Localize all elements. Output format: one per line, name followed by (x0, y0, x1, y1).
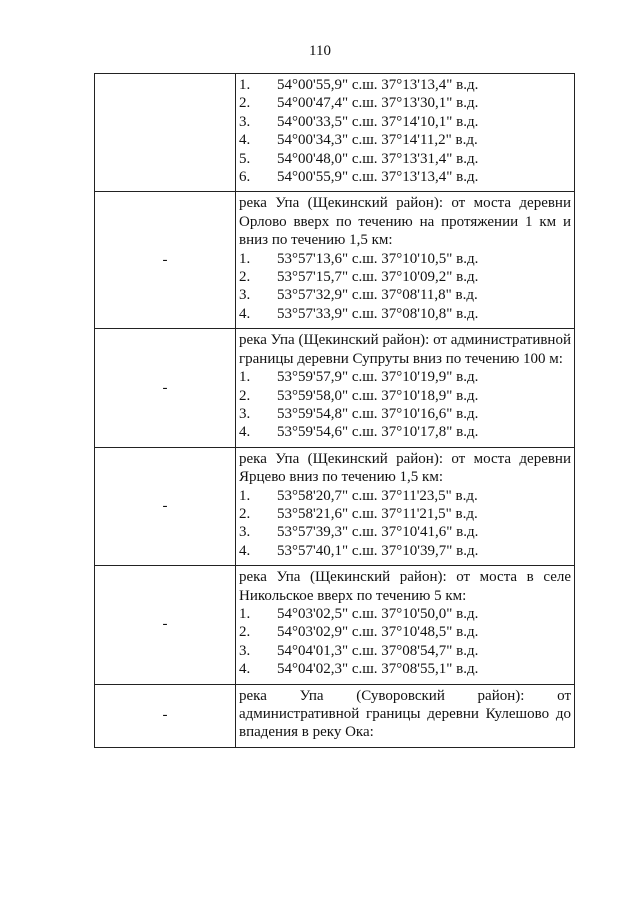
point-coordinates: 54°00'48,0" с.ш. 37°13'31,4" в.д. (277, 150, 479, 167)
point-coordinates: 54°04'01,3" с.ш. 37°08'54,7" в.д. (277, 642, 479, 659)
coordinate-point (239, 542, 571, 560)
point-number: 3. (239, 287, 251, 304)
coordinate-point (239, 423, 571, 441)
point-coordinates: 54°04'02,3" с.ш. 37°08'55,1" в.д. (277, 661, 479, 678)
table-row (95, 74, 575, 192)
table-row (95, 447, 575, 565)
river-section-description: река Упа (Щекинский район): от моста в селе Никольское вверх по течению 5 км: (239, 569, 571, 604)
row-label: - (95, 684, 236, 747)
row-label: - (95, 329, 236, 447)
point-number: 3. (239, 113, 251, 130)
point-number: 1. (239, 369, 251, 386)
coordinate-point (239, 368, 571, 386)
point-number: 3. (239, 524, 251, 541)
coordinate-point (239, 605, 571, 623)
row-content (236, 74, 575, 192)
point-coordinates: 53°59'57,9" с.ш. 37°10'19,9" в.д. (277, 369, 479, 386)
point-number: 4. (239, 542, 251, 559)
coordinate-point (239, 131, 571, 149)
point-coordinates: 53°57'33,9" с.ш. 37°08'10,8" в.д. (277, 305, 479, 322)
coordinate-point (239, 487, 571, 505)
point-coordinates: 53°57'39,3" с.ш. 37°10'41,6" в.д. (277, 524, 479, 541)
table-row (95, 566, 575, 684)
point-coordinates: 53°58'21,6" с.ш. 37°11'21,5" в.д. (277, 505, 478, 522)
coordinates-table (94, 73, 575, 748)
coordinate-point (239, 286, 571, 304)
coordinate-point (239, 623, 571, 641)
point-number: 2. (239, 624, 251, 641)
point-number: 2. (239, 505, 251, 522)
point-coordinates: 53°59'54,8" с.ш. 37°10'16,6" в.д. (277, 405, 479, 422)
river-section-description: река Упа (Суворовский район): от административной границы деревни Кулешово до впадения в реку Ока: (239, 687, 571, 741)
point-number: 4. (239, 661, 251, 678)
point-coordinates: 53°59'54,6" с.ш. 37°10'17,8" в.д. (277, 424, 479, 441)
point-number: 6. (239, 169, 251, 186)
point-number: 1. (239, 605, 251, 622)
coordinate-point (239, 405, 571, 423)
point-coordinates: 53°57'13,6" с.ш. 37°10'10,5" в.д. (277, 250, 479, 267)
point-number: 2. (239, 387, 251, 404)
table-row (95, 684, 575, 747)
point-coordinates: 53°59'58,0" с.ш. 37°10'18,9" в.д. (277, 387, 479, 404)
point-number: 1. (239, 487, 251, 504)
coordinate-point (239, 505, 571, 523)
point-coordinates: 53°57'32,9" с.ш. 37°08'11,8" в.д. (277, 287, 478, 304)
coordinate-point (239, 76, 571, 94)
page-number: 110 (309, 43, 331, 59)
point-number: 3. (239, 642, 251, 659)
coordinate-point (239, 268, 571, 286)
coordinate-point (239, 523, 571, 541)
coordinate-point (239, 94, 571, 112)
point-coordinates: 54°00'55,9" с.ш. 37°13'13,4" в.д. (277, 77, 479, 93)
point-coordinates: 54°03'02,9" с.ш. 37°10'48,5" в.д. (277, 624, 479, 641)
point-number: 4. (239, 132, 251, 149)
row-content (236, 684, 575, 747)
coordinate-point (239, 305, 571, 323)
coordinate-point (239, 250, 571, 268)
row-content (236, 329, 575, 447)
point-number: 1. (239, 250, 251, 267)
coordinate-point (239, 150, 571, 168)
coordinate-point (239, 660, 571, 678)
coordinate-point (239, 113, 571, 131)
river-section-description: река Упа (Щекинский район): от моста деревни Ярцево вниз по течению 1,5 км: (239, 450, 571, 486)
point-number: 4. (239, 424, 251, 441)
point-coordinates: 54°00'34,3" с.ш. 37°14'11,2" в.д. (277, 132, 478, 149)
row-label: - (95, 447, 236, 565)
row-label: - (95, 192, 236, 329)
point-coordinates: 53°57'15,7" с.ш. 37°10'09,2" в.д. (277, 269, 479, 286)
point-coordinates: 53°57'40,1" с.ш. 37°10'39,7" в.д. (277, 542, 479, 559)
point-number: 3. (239, 405, 251, 422)
coordinate-point (239, 168, 571, 186)
coordinate-point (239, 642, 571, 660)
point-coordinates: 54°00'47,4" с.ш. 37°13'30,1" в.д. (277, 95, 479, 112)
coordinate-point (239, 387, 571, 405)
point-coordinates: 53°58'20,7" с.ш. 37°11'23,5" в.д. (277, 487, 478, 504)
point-number: 1. (239, 77, 251, 93)
river-section-description: река Упа (Щекинский район): от моста деревни Орлово вверх по течению на протяжении 1 км и вниз по течению 1,5 км: (239, 195, 571, 249)
point-coordinates: 54°00'55,9" с.ш. 37°13'13,4" в.д. (277, 169, 479, 186)
table-row (95, 192, 575, 329)
river-section-description: река Упа (Щекинский район): от административной границы деревни Супруты вниз по течению 100 м: (239, 332, 571, 367)
row-content (236, 566, 575, 684)
point-coordinates: 54°00'33,5" с.ш. 37°14'10,1" в.д. (277, 113, 479, 130)
row-content (236, 192, 575, 329)
point-number: 2. (239, 95, 251, 112)
row-label (95, 74, 236, 192)
point-coordinates: 54°03'02,5" с.ш. 37°10'50,0" в.д. (277, 605, 479, 622)
point-number: 4. (239, 305, 251, 322)
row-content (236, 447, 575, 565)
point-number: 2. (239, 269, 251, 286)
row-label: - (95, 566, 236, 684)
table-row (95, 329, 575, 447)
point-number: 5. (239, 150, 251, 167)
